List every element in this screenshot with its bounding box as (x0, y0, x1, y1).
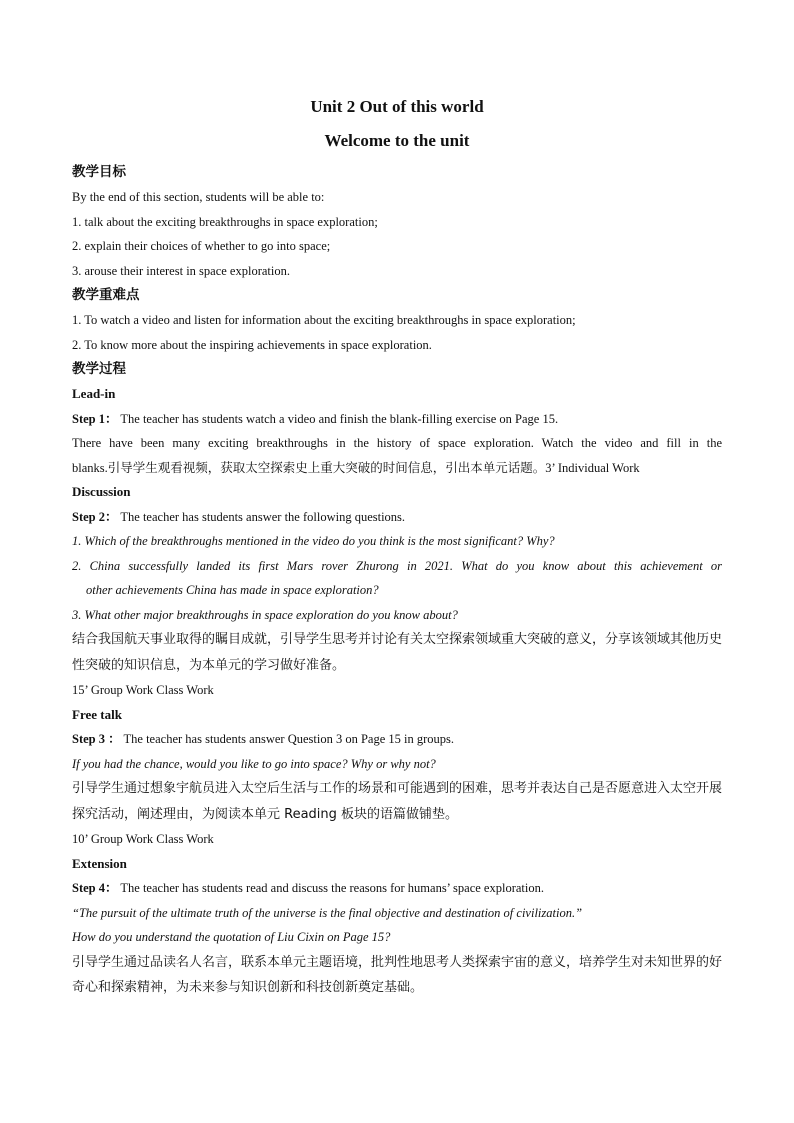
leadin-para-line-1: There have been many exciting breakthroughs in the history of space exploration. Watch the video and fill in the (72, 436, 722, 450)
process-heading: 教学过程 (72, 361, 126, 377)
freetalk-question: If you had the chance, would you like to go into space? Why or why not? (72, 756, 436, 771)
objectives-heading: 教学目标 (72, 164, 126, 180)
discussion-question-2-line-1: 2. China successfully landed its first Mars rover Zhurong in 2021. What do you know about this achievement or (72, 558, 722, 573)
step-4-label: Step 4： (72, 881, 118, 895)
document-page (72, 96, 722, 1001)
extension-question: How do you understand the quotation of Liu Cixin on Page 15? (72, 930, 391, 944)
discussion-question-1: 1. Which of the breakthroughs mentioned in the video do you think is the most significant? Why? (72, 534, 555, 548)
leadin-para-line-2 (72, 456, 722, 481)
step-2-text: The teacher has students answer the following questions. (117, 509, 406, 524)
step-4 (72, 876, 722, 901)
document-title: Unit 2 Out of this world (310, 97, 484, 116)
leadin-heading: Lead-in (72, 386, 116, 401)
freetalk-timing: 10’ Group Work Class Work (72, 832, 214, 846)
leadin-para-en: blanks. (72, 460, 108, 475)
extension-quote: “The pursuit of the ultimate truth of the universe is the final objective and destination of civilization.” (72, 905, 583, 920)
freetalk-heading: Free talk (72, 706, 122, 722)
step-1-text: The teacher has students watch a video and finish the blank-filling exercise on Page 15. (117, 411, 559, 426)
objectives-intro: By the end of this section, students will be able to: (72, 190, 325, 204)
discussion-cn-note: 结合我国航天事业取得的瞩目成就，引导学生思考并讨论有关太空探索领域重大突破的意义，分享该领域其他历史性突破的知识信息，为本单元的学习做好准备。 (72, 632, 723, 673)
step-3-label: Step 3 ： (72, 732, 121, 746)
discussion-question-3: 3. What other major breakthroughs in space exploration do you know about? (72, 607, 458, 622)
step-2-label: Step 2： (72, 509, 118, 524)
step-3 (72, 727, 722, 752)
discussion-heading: Discussion (72, 484, 131, 499)
document-subtitle: Welcome to the unit (324, 131, 470, 150)
discussion-question-2-line-2: other achievements China has made in space exploration? (86, 583, 379, 597)
keypoint-item-2: 2. To know more about the inspiring achievements in space exploration. (72, 337, 432, 352)
step-1 (72, 407, 722, 432)
discussion-timing: 15’ Group Work Class Work (72, 683, 214, 697)
keypoint-item-1: 1. To watch a video and listen for information about the exciting breakthroughs in space exploration; (72, 313, 576, 327)
extension-cn-note: 引导学生通过品读名人名言，联系本单元主题语境，批判性地思考人类探索宇宙的意义，培养学生对未知世界的好奇心和探索精神，为未来参与知识创新和科技创新奠定基础。 (72, 954, 723, 995)
step-1-label: Step 1： (72, 411, 118, 426)
step-3-text: The teacher has students answer Question 3 on Page 15 in groups. (120, 732, 455, 746)
step-4-text: The teacher has students read and discuss the reasons for humans’ space exploration. (117, 881, 544, 895)
objective-item-2: 2. explain their choices of whether to go into space; (72, 239, 331, 253)
objective-item-1: 1. talk about the exciting breakthroughs in space exploration; (72, 214, 378, 229)
leadin-timing: 3’ Individual Work (545, 460, 640, 475)
keypoints-heading: 教学重难点 (72, 287, 140, 303)
objective-item-3: 3. arouse their interest in space exploration. (72, 263, 290, 278)
freetalk-cn-note: 引导学生通过想象宇航员进入太空后生活与工作的场景和可能遇到的困难，思考并表达自己是否愿意进入太空开展探究活动，阐述理由，为阅读本单元 Reading 板块的语篇做铺垫。 (72, 781, 723, 822)
leadin-para-cn: 引导学生观看视频，获取太空探索史上重大突破的时间信息，引出本单元话题。 (107, 459, 546, 475)
step-2 (72, 505, 722, 530)
extension-heading: Extension (72, 855, 127, 871)
